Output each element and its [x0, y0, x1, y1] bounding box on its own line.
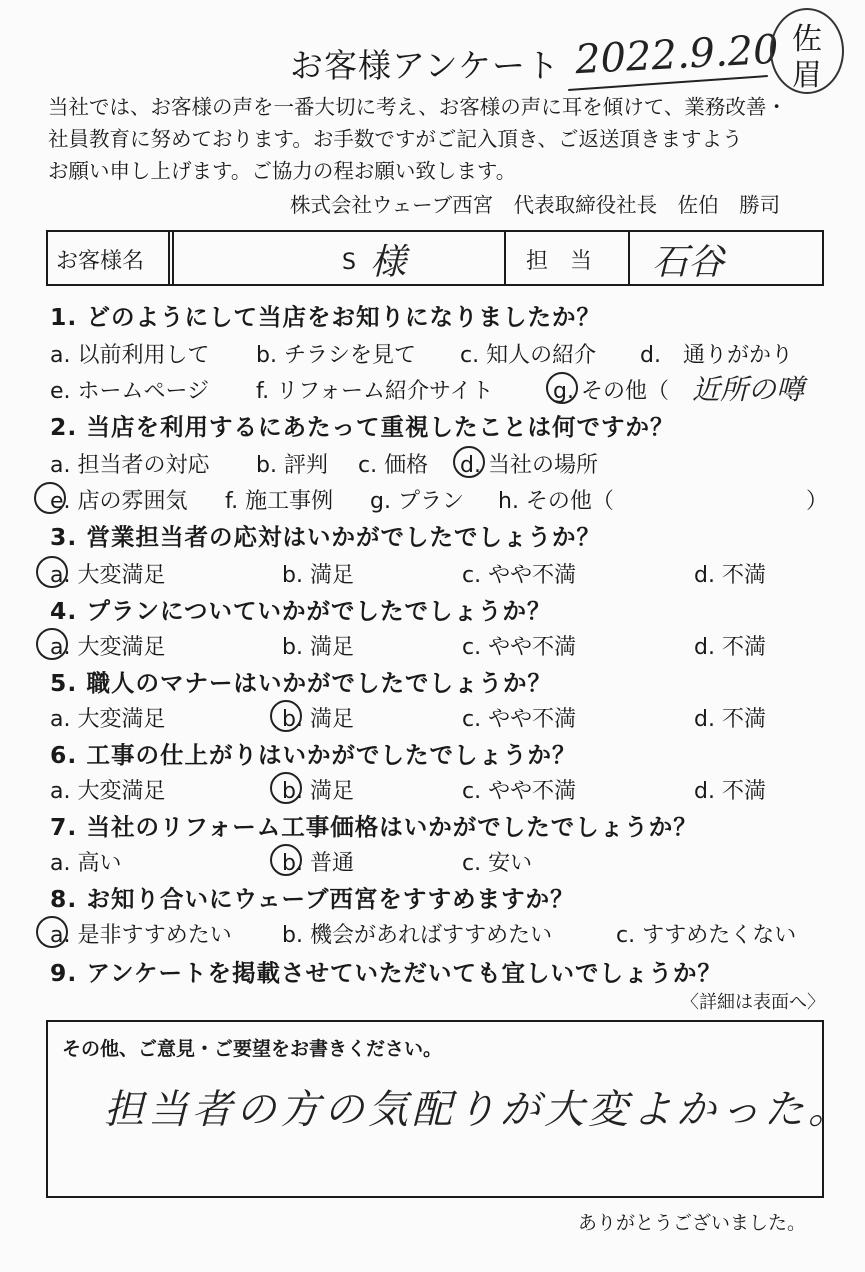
seal-char-top: 佐 [792, 22, 822, 57]
customer-name-suffix: 様 [370, 242, 407, 283]
q9-note: 〈詳細は表面へ〉 [681, 992, 825, 1013]
intro-line-3: お願い申し上げます。ご協力の程お願い致します。 [48, 159, 517, 183]
q8-option-c[interactable]: c. すすめたくない [616, 923, 797, 948]
q7-option-a[interactable]: a. 高い [50, 851, 122, 876]
q1-option-e[interactable]: e. ホームページ [50, 379, 210, 404]
customer-info-box [46, 230, 824, 286]
question-5: 5. 職人のマナーはいかがでしたでしょうか？ [50, 669, 552, 697]
q1-option-c[interactable]: c. 知人の紹介 [460, 343, 597, 368]
comment-handwritten[interactable]: 担当者の方の気配りが大変よかった。 [104, 1087, 852, 1133]
q5-option-c[interactable]: c. やや不満 [462, 707, 577, 732]
q3-selected-circle [36, 556, 68, 588]
q1-option-b[interactable]: b. チラシを見て [256, 343, 416, 368]
survey-title: お客様アンケート [290, 46, 561, 85]
q5-option-b[interactable]: b. 満足 [282, 707, 354, 732]
q1-option-a[interactable]: a. 以前利用して [50, 343, 210, 368]
q3-option-c[interactable]: c. やや不満 [462, 563, 577, 588]
q4-option-c[interactable]: c. やや不満 [462, 635, 577, 660]
q8-selected-circle [36, 916, 68, 948]
q7-option-c[interactable]: c. 安い [462, 851, 533, 876]
q2-option-h[interactable]: h. その他（ [498, 489, 614, 514]
q1-option-f[interactable]: f. リフォーム紹介サイト [256, 379, 494, 404]
staff-label: 担 当 [526, 249, 593, 274]
thanks-message: ありがとうございました。 [578, 1212, 807, 1234]
q4-option-a[interactable]: a. 大変満足 [50, 635, 166, 660]
q2-option-g[interactable]: g. プラン [370, 489, 464, 514]
intro-line-1: 当社では、お客様の声を一番大切に考え、お客様の声に耳を傾けて、業務改善・ [48, 95, 787, 119]
comment-box [46, 1020, 852, 1198]
company-signature: 株式会社ウェーブ西宮 代表取締役社長 佐伯 勝司 [290, 193, 781, 217]
question-8: 8. お知り合いにウェーブ西宮をすすめますか？ [50, 885, 575, 913]
seal-char-bottom: 眉 [792, 58, 822, 93]
q4-option-d[interactable]: d. 不満 [694, 635, 766, 660]
q3-option-a[interactable]: a. 大変満足 [50, 563, 166, 588]
q2-option-h-close: ） [806, 489, 829, 514]
q7-selected-circle [270, 844, 302, 876]
q5-option-d[interactable]: d. 不満 [694, 707, 766, 732]
customer-name-label: お客様名 [56, 249, 145, 274]
q8-option-b[interactable]: b. 機会があればすすめたい [282, 923, 553, 948]
q2-option-b[interactable]: b. 評判 [256, 453, 328, 478]
name-seal-stamp [770, 8, 844, 94]
q5-option-a[interactable]: a. 大変満足 [50, 707, 166, 732]
question-4: 4. プランについていかがでしたでしょうか？ [50, 597, 552, 625]
q1-selected-circle [546, 372, 578, 404]
question-7: 7. 当社のリフォーム工事価格はいかがでしたでしょうか？ [50, 813, 698, 841]
q2-option-a[interactable]: a. 担当者の対応 [50, 453, 210, 478]
question-1: 1. どのようにして当店をお知りになりましたか？ [50, 303, 601, 331]
q6-option-d[interactable]: d. 不満 [694, 779, 766, 804]
info-divider [504, 232, 506, 284]
customer-name-value[interactable]: S [342, 250, 356, 275]
q3-option-b[interactable]: b. 満足 [282, 563, 354, 588]
question-6: 6. 工事の仕上がりはいかがでしたでしょうか？ [50, 741, 577, 769]
intro-line-2: 社員教育に努めております。お手数ですがご記入頂き、ご返送頂きますよう [48, 127, 743, 151]
q6-option-b[interactable]: b. 満足 [282, 779, 354, 804]
q2-option-e[interactable]: e. 店の雰囲気 [50, 489, 188, 514]
q6-selected-circle [270, 772, 302, 804]
question-9: 9. アンケートを掲載させていただいても宜しいでしょうか？ [50, 959, 723, 987]
q4-option-b[interactable]: b. 満足 [282, 635, 354, 660]
q2-option-f[interactable]: f. 施工事例 [225, 489, 334, 514]
q6-option-a[interactable]: a. 大変満足 [50, 779, 166, 804]
comment-label: その他、ご意見・ご要望をお書きください。 [62, 1038, 443, 1060]
staff-name-value[interactable]: 石谷 [652, 242, 725, 283]
q3-option-d[interactable]: d. 不満 [694, 563, 766, 588]
info-divider [168, 232, 170, 284]
question-2: 2. 当店を利用するにあたって重視したことは何ですか？ [50, 413, 675, 441]
info-divider [172, 232, 174, 284]
q1-option-g[interactable]: g. その他（ [553, 379, 669, 404]
q1-option-d[interactable]: d. 通りがかり [640, 343, 793, 368]
question-3: 3. 営業担当者の応対はいかがでしたでしょうか？ [50, 523, 601, 551]
info-divider [628, 232, 630, 284]
q2-selected-circle-d [453, 446, 485, 478]
q5-selected-circle [270, 700, 302, 732]
q4-selected-circle [36, 628, 68, 660]
q2-selected-circle-e [34, 482, 66, 514]
q1-other-answer[interactable]: 近所の噂 [692, 373, 805, 406]
handwritten-date: 2022.9.20 [573, 26, 780, 84]
q8-option-a[interactable]: a. 是非すすめたい [50, 923, 232, 948]
q6-option-c[interactable]: c. やや不満 [462, 779, 577, 804]
q2-option-c[interactable]: c. 価格 [358, 453, 429, 478]
q7-option-b[interactable]: b. 普通 [282, 851, 354, 876]
q2-option-d[interactable]: d. 当社の場所 [460, 453, 598, 478]
